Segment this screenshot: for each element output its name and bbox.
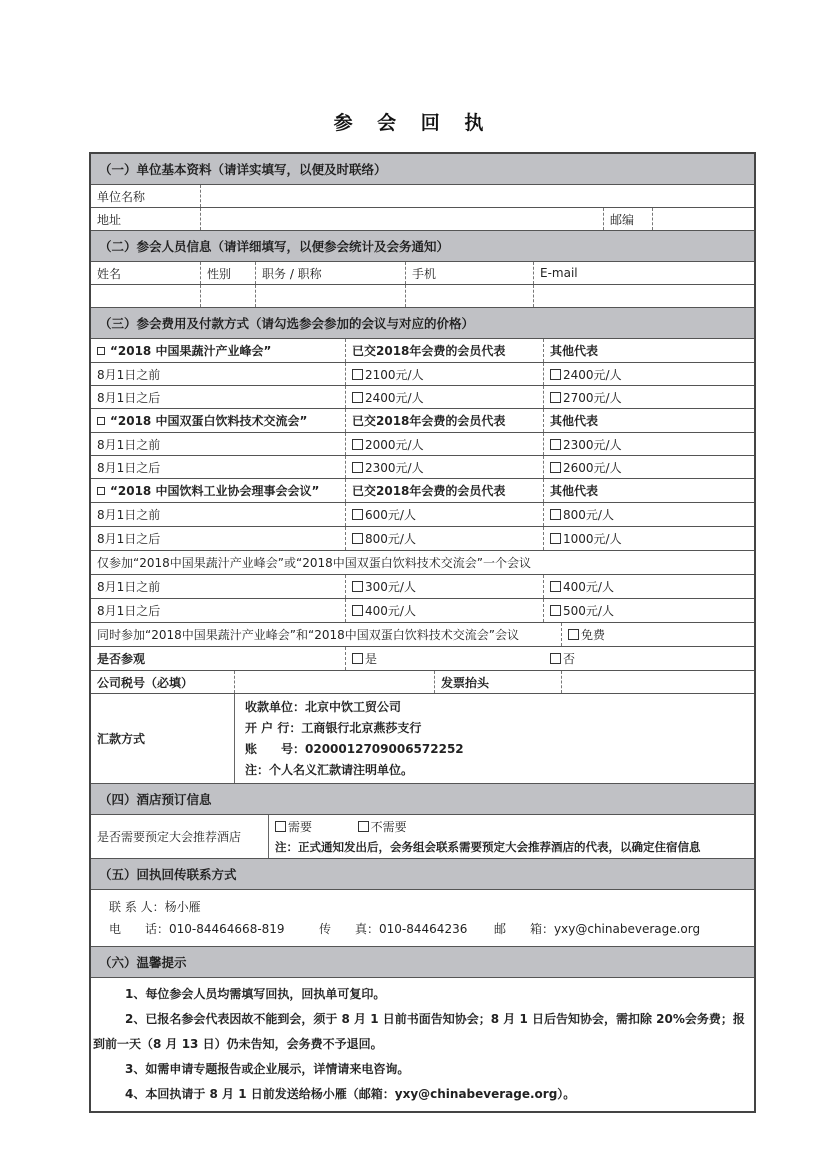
email-label: 邮 箱： — [494, 922, 555, 936]
single-meeting-label: 仅参加“2018中国果蔬汁产业峰会”或“2018中国双蛋白饮料技术交流会”一个会议 — [97, 556, 531, 570]
title-field[interactable] — [256, 285, 406, 307]
invoice-label: 发票抬头 — [435, 671, 562, 693]
visit-no-option[interactable] — [544, 647, 754, 670]
price-row — [91, 527, 754, 551]
checkbox-icon[interactable] — [352, 369, 363, 380]
price-text: 400元/人 — [563, 580, 614, 594]
checkbox-icon[interactable] — [352, 653, 363, 664]
price-row — [91, 363, 754, 386]
bank: 开 户 行：工商银行北京燕莎支行 — [245, 720, 422, 735]
price-option[interactable] — [346, 363, 544, 385]
hotel-no-need-option[interactable] — [358, 820, 407, 834]
price-text: 2400元/人 — [365, 390, 424, 405]
tips-block — [91, 978, 754, 1111]
page-title: 参 会 回 执 — [333, 112, 493, 134]
date-label: 8月1日之后 — [91, 599, 346, 622]
hotel-options — [269, 815, 754, 858]
price-text: 800元/人 — [365, 532, 416, 546]
invoice-field[interactable] — [562, 671, 754, 693]
both-meetings-label: 同时参加“2018中国果蔬汁产业峰会”和“2018中国双蛋白饮料技术交流会”会议 — [91, 623, 562, 646]
gender-field[interactable] — [201, 285, 256, 307]
price-option[interactable] — [346, 599, 544, 622]
meeting-row — [91, 479, 754, 503]
checkbox-icon[interactable] — [550, 581, 561, 592]
price-option[interactable] — [544, 386, 754, 408]
visit-no-text: 否 — [563, 652, 576, 666]
other-label: 其他代表 — [550, 344, 599, 358]
meeting-name: “2018 中国双蛋白饮料技术交流会” — [110, 414, 308, 428]
price-text: 2100元/人 — [365, 367, 424, 382]
price-text: 2300元/人 — [365, 460, 424, 475]
visit-yes-option[interactable] — [346, 647, 544, 670]
meeting-row — [91, 339, 754, 363]
email-field[interactable] — [534, 285, 754, 307]
price-option[interactable] — [346, 433, 544, 455]
section-5-header: （五）回执回传联系方式 — [91, 859, 754, 890]
date-label: 8月1日之前 — [91, 575, 346, 598]
price-row — [91, 386, 754, 409]
payment-row — [91, 694, 754, 784]
checkbox-icon[interactable] — [550, 439, 561, 450]
price-option[interactable] — [544, 599, 754, 622]
member-label: 已交2018年会费的会员代表 — [346, 409, 544, 432]
checkbox-icon[interactable] — [275, 821, 286, 832]
hotel-need-option[interactable] — [275, 820, 312, 834]
checkbox-icon[interactable] — [568, 629, 579, 640]
section-3-header: （三）参会费用及付款方式（请勾选参会参加的会议与对应的价格） — [91, 308, 754, 339]
contact-person-line — [109, 896, 736, 918]
both-meetings-row — [91, 623, 754, 647]
attendee-header-row — [91, 262, 754, 285]
price-row — [91, 433, 754, 456]
meeting-row — [91, 409, 754, 433]
checkbox-icon[interactable] — [352, 462, 363, 473]
col-name: 姓名 — [91, 262, 201, 284]
fax-value: 010-84464236 — [379, 922, 468, 936]
price-text: 600元/人 — [365, 508, 416, 522]
checkbox-icon[interactable] — [550, 392, 561, 403]
checkbox-icon[interactable] — [550, 369, 561, 380]
checkbox-icon[interactable] — [97, 417, 105, 425]
checkbox-icon[interactable] — [97, 347, 105, 355]
other-label: 其他代表 — [550, 414, 599, 428]
postcode-field[interactable] — [653, 208, 754, 230]
price-text: 1000元/人 — [563, 532, 622, 546]
col-gender: 性别 — [201, 262, 256, 284]
address-field[interactable] — [201, 208, 604, 230]
visit-label: 是否参观 — [91, 647, 346, 670]
unit-name-row — [91, 185, 754, 208]
address-label: 地址 — [91, 208, 201, 230]
checkbox-icon[interactable] — [352, 605, 363, 616]
phone-value: 010-84464668-819 — [169, 922, 285, 936]
price-option[interactable] — [346, 527, 544, 550]
price-text: 300元/人 — [365, 580, 416, 594]
hotel-row — [91, 815, 754, 859]
col-email: E-mail — [540, 266, 578, 280]
section-2-header: （二）参会人员信息（请详细填写，以便参会统计及会务通知） — [91, 231, 754, 262]
tip-item: 1、每位参会人员均需填写回执，回执单可复印。 — [125, 987, 386, 1001]
contact-block — [91, 890, 754, 947]
checkbox-icon[interactable] — [97, 487, 105, 495]
contact-info-line — [109, 918, 736, 940]
checkbox-icon[interactable] — [352, 533, 363, 544]
payee: 收款单位：北京中饮工贸公司 — [245, 699, 402, 714]
col-mobile: 手机 — [406, 262, 534, 284]
price-option[interactable] — [346, 575, 544, 598]
meeting-name: “2018 中国饮料工业协会理事会会议” — [110, 484, 320, 498]
col-title: 职务 / 职称 — [256, 262, 406, 284]
visit-yes-text: 是 — [365, 652, 378, 666]
meeting-name: “2018 中国果蔬汁产业峰会” — [110, 344, 272, 358]
registration-form — [89, 152, 756, 1113]
free-option[interactable] — [562, 623, 754, 646]
price-option[interactable] — [544, 503, 754, 526]
section-6-header: （六）温馨提示 — [91, 947, 754, 978]
price-option[interactable] — [544, 527, 754, 550]
price-text: 2400元/人 — [563, 367, 622, 382]
hotel-choice-line — [275, 817, 748, 837]
section-4-header: （四）酒店预订信息 — [91, 784, 754, 815]
meeting-2-option[interactable] — [91, 409, 346, 432]
section-1-header: （一）单位基本资料（请详实填写，以便及时联络） — [91, 154, 754, 185]
tax-label: 公司税号（必填） — [91, 671, 235, 693]
checkbox-icon[interactable] — [352, 581, 363, 592]
account-number: 账 号：0200012709006572252 — [245, 741, 464, 756]
date-label: 8月1日之后 — [91, 456, 346, 478]
phone-label: 电 话： — [109, 922, 170, 936]
hotel-note: 注：正式通知发出后，会务组会联系需要预定大会推荐酒店的代表，以确定住宿信息 — [275, 839, 701, 854]
price-text: 2600元/人 — [563, 460, 622, 475]
tip-item: 2、已报名参会代表因故不能到会，须于 8 月 1 日前书面告知协会；8 月 1 日后告知协会，需扣除 20%会务费；报 — [125, 1012, 745, 1026]
price-row — [91, 599, 754, 623]
single-meeting-row — [91, 551, 754, 575]
date-label: 8月1日之前 — [91, 503, 346, 526]
price-option[interactable] — [544, 363, 754, 385]
price-text: 500元/人 — [563, 604, 614, 618]
price-row — [91, 575, 754, 599]
price-option[interactable] — [346, 386, 544, 408]
price-text: 2000元/人 — [365, 437, 424, 452]
price-option[interactable] — [346, 503, 544, 526]
name-field[interactable] — [91, 285, 201, 307]
contact-value: 杨小雁 — [164, 900, 201, 914]
payment-label: 汇款方式 — [91, 694, 235, 783]
price-option[interactable] — [346, 456, 544, 478]
mobile-field[interactable] — [406, 285, 534, 307]
checkbox-icon[interactable] — [352, 509, 363, 520]
date-label: 8月1日之前 — [91, 363, 346, 385]
member-label: 已交2018年会费的会员代表 — [346, 479, 544, 502]
meeting-3-option[interactable] — [91, 479, 346, 502]
contact-label: 联 系 人： — [109, 900, 165, 914]
hotel-need-text: 需要 — [288, 819, 313, 834]
attendee-input-row — [91, 285, 754, 308]
checkbox-icon[interactable] — [358, 821, 369, 832]
price-text: 2700元/人 — [563, 390, 622, 405]
price-option[interactable] — [544, 433, 754, 455]
price-text: 2300元/人 — [563, 437, 622, 452]
tax-field[interactable] — [235, 671, 435, 693]
other-label: 其他代表 — [550, 484, 599, 498]
date-label: 8月1日之后 — [91, 386, 346, 408]
checkbox-icon[interactable] — [550, 462, 561, 473]
hotel-label: 是否需要预定大会推荐酒店 — [91, 815, 269, 858]
checkbox-icon[interactable] — [352, 439, 363, 450]
checkbox-icon[interactable] — [550, 605, 561, 616]
member-label: 已交2018年会费的会员代表 — [346, 339, 544, 362]
fax-label: 传 真： — [319, 922, 380, 936]
checkbox-icon[interactable] — [352, 392, 363, 403]
hotel-no-need-text: 不需要 — [370, 819, 407, 834]
price-option[interactable] — [544, 456, 754, 478]
price-row — [91, 503, 754, 527]
checkbox-icon[interactable] — [550, 653, 561, 664]
unit-name-field[interactable] — [201, 185, 754, 207]
unit-name-label: 单位名称 — [91, 185, 201, 207]
price-text: 800元/人 — [563, 508, 614, 522]
postcode-label: 邮编 — [604, 208, 653, 230]
price-text: 400元/人 — [365, 604, 416, 618]
address-row — [91, 208, 754, 231]
email-link[interactable]: yxy@chinabeverage.org — [554, 922, 701, 936]
free-text: 免费 — [581, 628, 606, 642]
meeting-1-option[interactable] — [91, 339, 346, 362]
price-option[interactable] — [544, 575, 754, 598]
tax-row — [91, 671, 754, 694]
tip-item-continued: 到前一天（8 月 13 日）仍未告知，会务费不予退回。 — [93, 1037, 383, 1051]
date-label: 8月1日之前 — [91, 433, 346, 455]
visit-row — [91, 647, 754, 671]
payment-details — [235, 694, 754, 783]
checkbox-icon[interactable] — [550, 533, 561, 544]
date-label: 8月1日之后 — [91, 527, 346, 550]
price-row — [91, 456, 754, 479]
tip-item: 4、本回执请于 8 月 1 日前发送给杨小雁（邮箱：yxy@chinabeverage.org）。 — [125, 1087, 576, 1101]
tip-item: 3、如需申请专题报告或企业展示，详情请来电咨询。 — [125, 1062, 410, 1076]
checkbox-icon[interactable] — [550, 509, 561, 520]
payment-note: 注：个人名义汇款请注明单位。 — [245, 762, 414, 777]
